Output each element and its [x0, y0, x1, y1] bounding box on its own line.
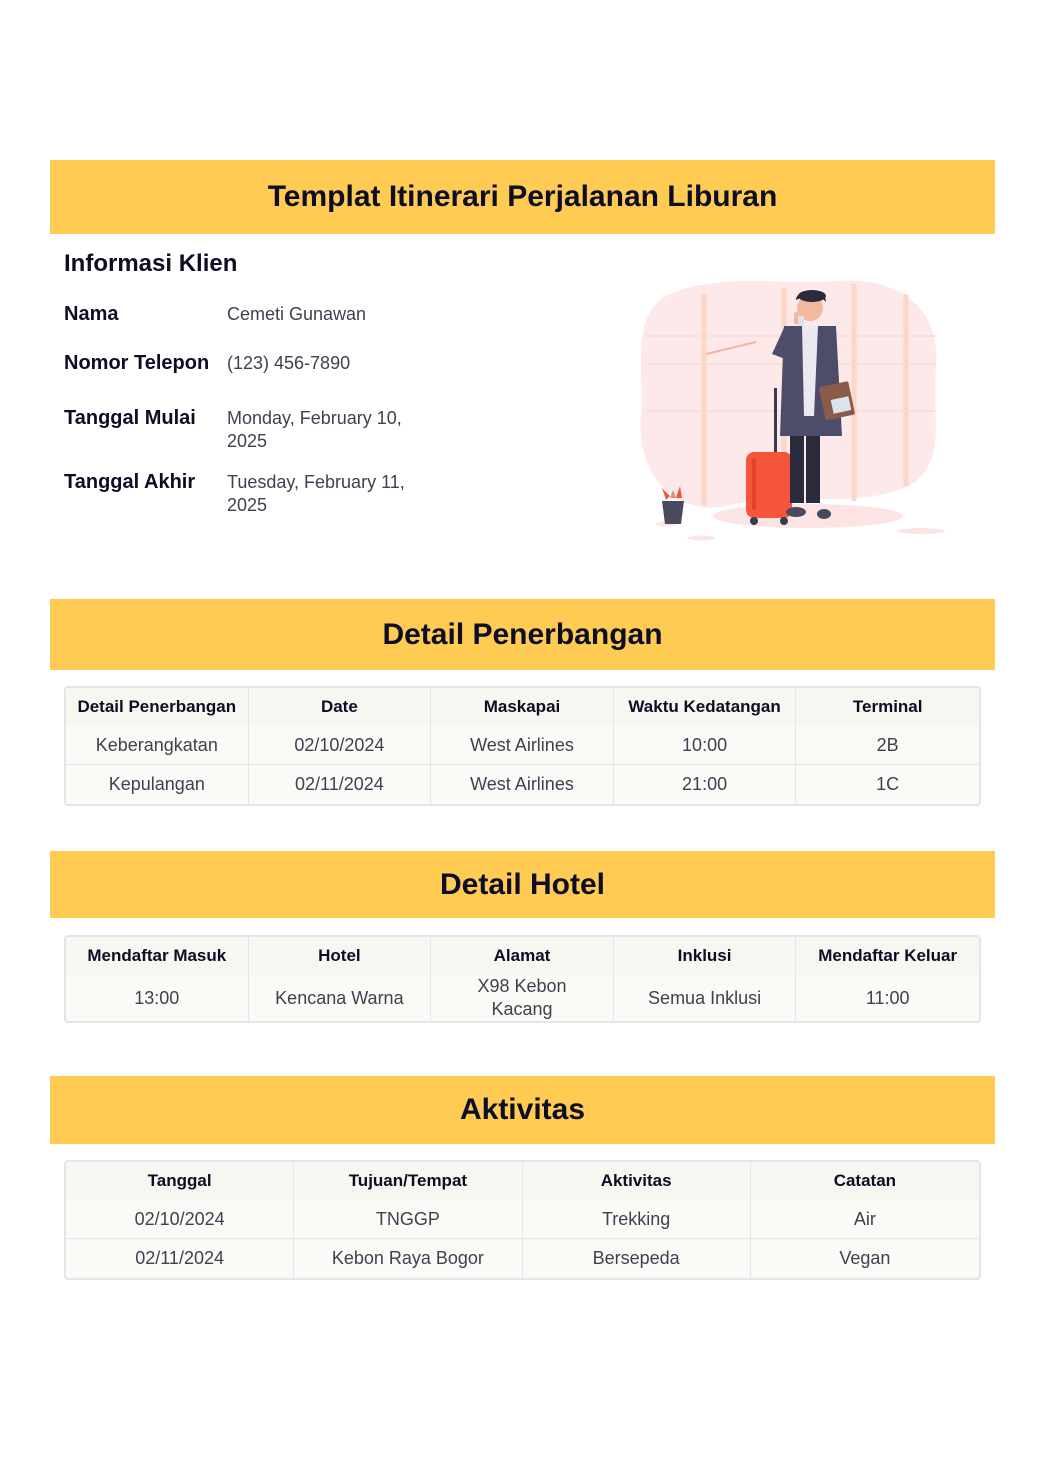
table-cell: Semua Inklusi: [614, 975, 797, 1021]
column-header: Maskapai: [431, 688, 614, 726]
table-cell: 11:00: [865, 987, 910, 1008]
client-phone-label: Nomor Telepon: [64, 352, 210, 374]
table-row: [66, 726, 979, 765]
plant-pot: [662, 486, 684, 524]
hotel-table: [64, 935, 981, 1023]
table-cell: Trekking: [523, 1200, 751, 1239]
flight-table: [64, 686, 981, 806]
client-name-row: [64, 303, 464, 326]
table-cell: 1C: [876, 774, 900, 794]
table-header-row: [66, 688, 979, 726]
table-cell: X98 Kebon Kacang: [431, 975, 614, 1021]
table-row: [66, 765, 979, 804]
table-cell: 02/11/2024: [249, 765, 432, 804]
table-cell: West Airlines: [431, 726, 614, 765]
column-header: Inklusi: [614, 937, 797, 975]
column-header: Mendaftar Masuk: [66, 937, 249, 975]
table-header-row: [66, 1162, 979, 1200]
table-cell: 02/10/2024: [66, 1200, 294, 1239]
table-cell: 02/10/2024: [249, 726, 432, 765]
table-cell: Keberangkatan: [66, 726, 249, 765]
client-start-date-label: Tanggal Mulai: [64, 407, 196, 429]
table-row: [66, 975, 979, 1021]
table-cell: Kencana Warna: [249, 975, 432, 1021]
client-start-date-value: Monday, February 10, 2025: [227, 408, 402, 451]
page-title: Templat Itinerari Perjalanan Liburan: [50, 160, 995, 234]
floor-shadow: [713, 504, 903, 528]
table-cell: 21:00: [614, 765, 797, 804]
table-header-row: [66, 937, 979, 975]
column-header: Alamat: [431, 937, 614, 975]
table-cell: Vegan: [839, 1248, 891, 1268]
column-header: Terminal: [796, 688, 979, 726]
table-row: [66, 1200, 979, 1239]
column-header: Detail Penerbangan: [66, 688, 249, 726]
client-phone-row: [64, 352, 464, 375]
activity-section-heading: Aktivitas: [50, 1076, 995, 1144]
table-cell: Bersepeda: [523, 1239, 751, 1278]
client-end-date-value: Tuesday, February 11, 2025: [227, 472, 405, 515]
traveler-illustration: [636, 276, 952, 544]
client-name-value: Cemeti Gunawan: [227, 304, 367, 324]
table-cell: West Airlines: [431, 765, 614, 804]
column-header: Catatan: [751, 1162, 979, 1200]
table-cell: Kebon Raya Bogor: [294, 1239, 522, 1278]
table-cell: 2B: [796, 726, 979, 765]
table-cell: 13:00: [66, 975, 249, 1021]
client-phone-value: (123) 456-7890: [227, 353, 351, 373]
column-header: Tujuan/Tempat: [294, 1162, 522, 1200]
floor-dash: [687, 536, 715, 541]
table-cell: TNGGP: [294, 1200, 522, 1239]
client-name-label: Nama: [64, 303, 119, 325]
hotel-section-heading: Detail Hotel: [50, 851, 995, 918]
table-cell: 10:00: [614, 726, 797, 765]
table-cell: Kepulangan: [66, 765, 249, 804]
column-header: Tanggal: [66, 1162, 294, 1200]
table-row: [66, 1239, 979, 1278]
column-header: Mendaftar Keluar: [796, 937, 979, 975]
flight-section-heading: Detail Penerbangan: [50, 599, 995, 670]
column-header: Waktu Kedatangan: [614, 688, 797, 726]
column-header: Aktivitas: [523, 1162, 751, 1200]
column-header: Date: [249, 688, 432, 726]
floor-dash: [897, 528, 945, 534]
table-cell: Air: [751, 1200, 979, 1239]
activity-table: [64, 1160, 981, 1280]
column-header: Hotel: [249, 937, 432, 975]
client-start-date-row: [64, 407, 464, 453]
client-end-date-label: Tanggal Akhir: [64, 471, 196, 493]
client-end-date-row: [64, 471, 464, 517]
client-info-heading: Informasi Klien: [64, 250, 238, 277]
table-cell: 02/11/2024: [66, 1239, 294, 1278]
